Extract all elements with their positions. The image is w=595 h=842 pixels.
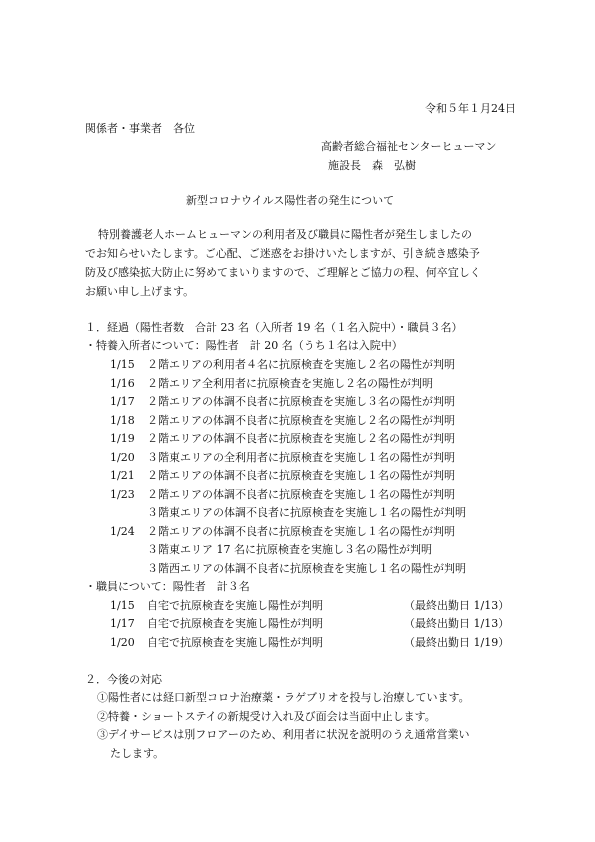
timeline-row — [0, 562, 595, 580]
timeline-row — [0, 506, 595, 524]
event-text: ２階エリアの体調不良者に抗原検査を実施し１名の陽性が判明 — [147, 488, 455, 501]
event-text: ２階エリア全利用者に抗原検査を実施し２名の陽性が判明 — [147, 377, 433, 390]
addressee: 関係者・事業者 各位 — [85, 122, 195, 135]
event-text: ２階エリアの利用者４名に抗原検査を実施し２名の陽性が判明 — [147, 358, 455, 371]
event-date: 1/17 — [110, 617, 135, 630]
staff-heading: ・職員について：陽性者 計３名 — [85, 580, 250, 593]
timeline-row — [0, 414, 595, 432]
timeline-row — [0, 488, 595, 506]
event-text: ３階東エリアの全利用者に抗原検査を実施し１名の陽性が判明 — [147, 451, 455, 464]
event-date: 1/19 — [110, 432, 135, 445]
event-text: 自宅で抗原検査を実施し陽性が判明 — [147, 617, 323, 630]
event-date: 1/20 — [110, 636, 135, 649]
event-text: ３階東エリア 17 名に抗原検査を実施し３名の陽性が判明 — [147, 543, 432, 556]
timeline-row — [0, 377, 595, 395]
event-date: 1/21 — [110, 469, 135, 482]
event-date: 1/15 — [110, 599, 135, 612]
document-date: 令和５年１月24日 — [425, 102, 516, 115]
response-item: ①陽性者には経口新型コロナ治療薬・ラゲブリオを投与し治療しています。 — [97, 691, 470, 704]
intro-line: 防及び感染拡大防止に努めてまいりますので、ご理解とご協力の程、何卒宜しく — [85, 266, 481, 279]
last-work-day: （最終出勤日 1/19） — [404, 636, 510, 649]
response-item: ②特養・ショートステイの新規受け入れ及び面会は当面中止します。 — [97, 710, 436, 723]
event-date: 1/20 — [110, 451, 135, 464]
last-work-day: （最終出勤日 1/13） — [404, 599, 510, 612]
event-text: ２階エリアの体調不良者に抗原検査を実施し３名の陽性が判明 — [147, 395, 455, 408]
timeline-row — [0, 543, 595, 561]
timeline-row — [0, 525, 595, 543]
event-text: ２階エリアの体調不良者に抗原検査を実施し１名の陽性が判明 — [147, 525, 455, 538]
event-text: ２階エリアの体調不良者に抗原検査を実施し１名の陽性が判明 — [147, 469, 455, 482]
event-text: ２階エリアの体調不良者に抗原検査を実施し２名の陽性が判明 — [147, 414, 455, 427]
section-2-heading: ２．今後の対応 — [85, 673, 162, 686]
event-date: 1/15 — [110, 358, 135, 371]
response-item: ③デイサービスは別フロアーのため、利用者に状況を説明のうえ通常営業い — [97, 728, 470, 741]
timeline-row — [0, 451, 595, 469]
staff-row — [0, 599, 595, 617]
event-text: 自宅で抗原検査を実施し陽性が判明 — [147, 636, 323, 649]
response-item-continuation: たします。 — [110, 747, 165, 760]
event-text: ３階西エリアの体調不良者に抗原検査を実施し１名の陽性が判明 — [147, 562, 466, 575]
event-date: 1/24 — [110, 525, 135, 538]
section-1-heading: １．経過（陽性者数 合計 23 名（入所者 19 名（１名入院中）・職員３名） — [85, 321, 463, 334]
event-date: 1/16 — [110, 377, 135, 390]
staff-row — [0, 617, 595, 635]
last-work-day: （最終出勤日 1/13） — [404, 617, 510, 630]
residents-heading: ・特養入所者について：陽性者 計 20 名（うち１名は入院中） — [85, 339, 403, 352]
staff-row — [0, 636, 595, 654]
event-date: 1/17 — [110, 395, 135, 408]
event-date: 1/18 — [110, 414, 135, 427]
document-title: 新型コロナウイルス陽性者の発生について — [186, 194, 395, 207]
timeline-row — [0, 432, 595, 450]
event-text: 自宅で抗原検査を実施し陽性が判明 — [147, 599, 323, 612]
director-name: 施設長 森 弘樹 — [328, 159, 416, 172]
organization-name: 高齢者総合福祉センターヒューマン — [321, 140, 497, 153]
intro-line: お願い申し上げます。 — [85, 285, 195, 298]
timeline-row — [0, 469, 595, 487]
timeline-row — [0, 395, 595, 413]
event-text: ２階エリアの体調不良者に抗原検査を実施し２名の陽性が判明 — [147, 432, 455, 445]
event-date: 1/23 — [110, 488, 135, 501]
intro-line: 特別養護老人ホームヒューマンの利用者及び職員に陽性者が発生しましたの — [98, 228, 472, 241]
event-text: ３階東エリアの体調不良者に抗原検査を実施し１名の陽性が判明 — [147, 506, 466, 519]
intro-line: でお知らせいたします。ご心配、ご迷惑をお掛けいたしますが、引き続き感染予 — [85, 247, 480, 260]
timeline-row — [0, 358, 595, 376]
